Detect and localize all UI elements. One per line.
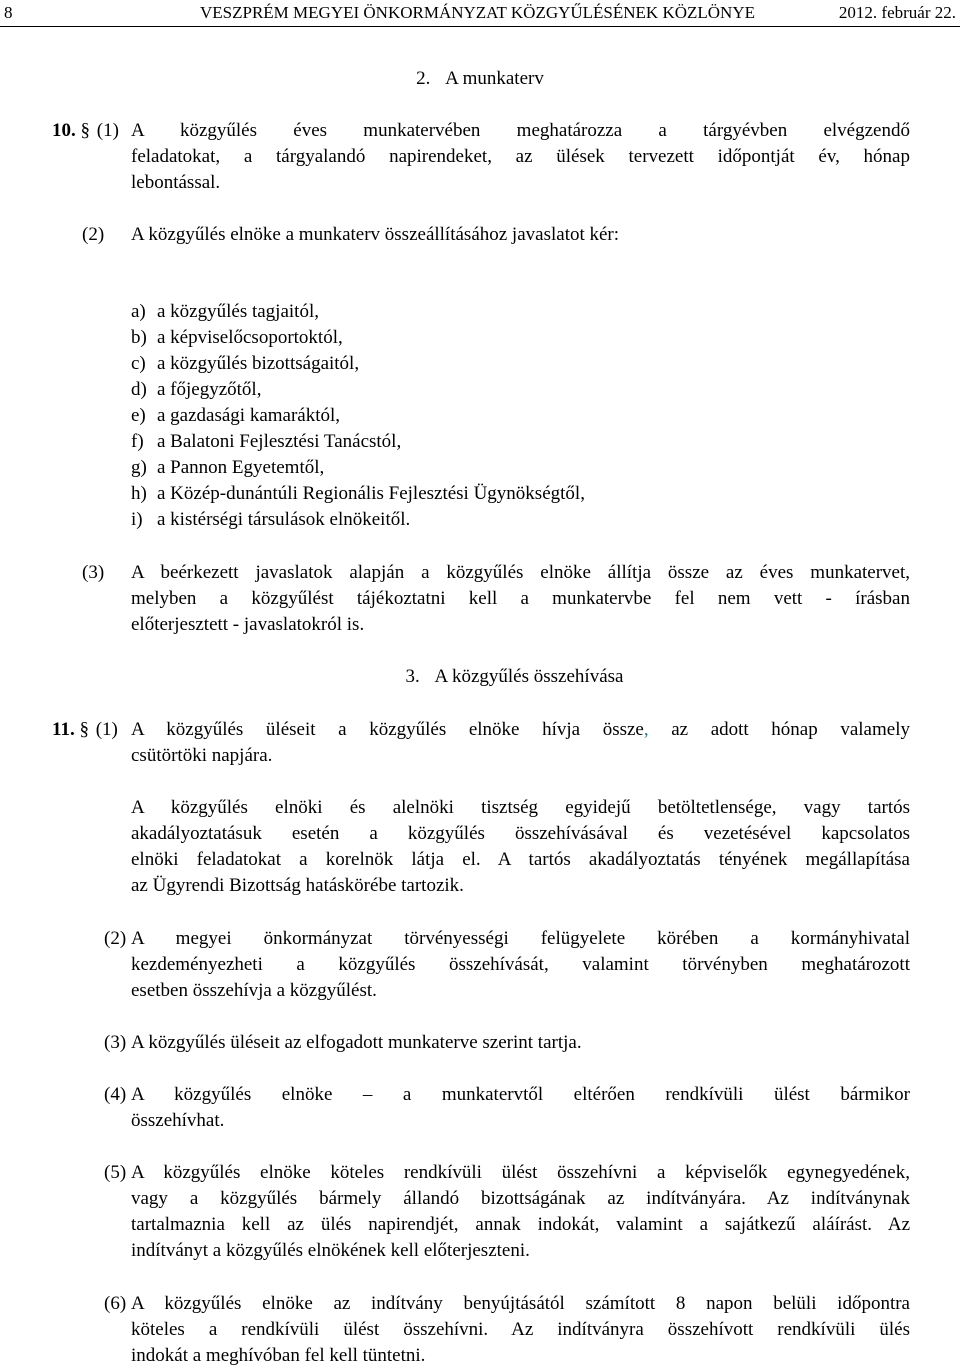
article-11-paragraph-4 [131,1082,910,1134]
paragraph-label: (4) [104,1084,127,1105]
text-line: köteles a rendkívüli ülést összehívni. Az indítványra összehívott rendkívüli ülés [131,1319,910,1340]
text-line: vagy a közgyűlés bármely állandó bizottságának az indítványára. Az indítványnak [131,1188,910,1209]
section-2-title: A munkaterv [445,68,544,89]
text-line: feladatokat, a tárgyalandó napirendeket, az ülések tervezett időpontját év, hónap [131,146,910,167]
text-line: előterjesztett - javaslatokról is. [131,614,365,635]
paragraph-label: (1) [96,120,119,141]
text-line: A közgyűlés elnöke a munkaterv összeállításához javaslatot kér: [131,224,620,245]
text-segment: az adott hónap valamely [648,719,910,740]
section-3-title: A közgyűlés összehívása [434,666,624,687]
journal-title: VESZPRÉM MEGYEI ÖNKORMÁNYZAT KÖZGYŰLÉSÉNEK KÖZLÖNYE [200,3,755,22]
section-3-number: 3. [405,666,420,687]
section-mark: § [79,719,89,740]
list-letter: i) [131,509,143,530]
article-10-number: 10. [52,120,76,141]
section-3-heading [0,664,960,690]
list-letter: e) [131,405,146,426]
text-line: tartalmaznia kell az ülés napirendjét, annak indokát, valamint a sajátkezű aláírást. Az [131,1214,910,1235]
list-item [131,507,585,533]
paragraph-label: (5) [104,1162,127,1183]
list-letter: c) [131,353,146,374]
proposal-source-list [131,299,585,533]
paragraph-label: (1) [95,719,118,740]
article-10-label [52,118,119,144]
article-11-paragraph-1 [131,717,910,769]
text-line: indokát a meghívóban fel kell tüntetni. [131,1345,426,1366]
article-10-paragraph-2 [131,222,910,248]
text-line: A megyei önkormányzat törvényességi felügyelete körében a kormányhivatal [131,928,910,949]
text-line [131,717,910,743]
list-item [131,429,585,455]
paragraph-label: (3) [104,1032,127,1053]
text-line: kezdeményezheti a közgyűlés összehívását, valamint törvényben meghatározott [131,954,910,975]
list-text: a közgyűlés bizottságaitól, [157,353,360,374]
list-item [131,481,585,507]
list-letter: f) [131,431,144,452]
section-2-heading [0,66,960,92]
paragraph-label: (2) [82,224,105,245]
list-item [131,351,585,377]
text-line: elnöki feladatokat a korelnök látja el. A tartós akadályoztatás tényének megállapítása [131,849,910,870]
list-item [131,377,585,403]
list-text: a Balatoni Fejlesztési Tanácstól, [157,431,402,452]
section-2-number: 2. [416,68,431,89]
article-10-paragraph-1 [131,118,910,196]
text-line: lebontással. [131,172,221,193]
article-11-number: 11. [52,719,75,740]
accent-comma: , [643,719,649,740]
article-11-label [52,717,118,743]
list-text: a gazdasági kamaráktól, [157,405,341,426]
text-line: A közgyűlés üléseit az elfogadott munkaterve szerint tartja. [131,1032,582,1053]
list-letter: d) [131,379,147,400]
text-line: akadályoztatásuk esetén a közgyűlés összehívásával és vezetésével kapcsolatos [131,823,910,844]
text-segment: A közgyűlés üléseit a közgyűlés elnöke hívja össze [131,719,644,740]
text-line: A beérkezett javaslatok alapján a közgyűlés elnöke állítja össze az éves munkatervet, [131,562,910,583]
list-text: a kistérségi társulások elnökeitől. [157,509,411,530]
article-11-paragraph-6 [131,1291,910,1369]
text-line: A közgyűlés elnöki és alelnöki tisztség egyidejű betöltetlensége, vagy tartós [131,797,910,818]
list-text: a közgyűlés tagjaitól, [157,301,319,322]
text-line: esetben összehívja a közgyűlést. [131,980,377,1001]
text-line: indítványt a közgyűlés elnökének kell előterjeszteni. [131,1240,530,1261]
text-line: összehívhat. [131,1110,225,1131]
text-line: A közgyűlés elnöke az indítvány benyújtásától számított 8 napon belüli időpontra [131,1293,910,1314]
page-header [0,0,960,27]
text-line: A közgyűlés elnöke – a munkatervtől eltérően rendkívüli ülést bármikor [131,1084,910,1105]
article-11-paragraph-1-continuation [131,795,910,899]
list-letter: a) [131,301,146,322]
list-text: a képviselőcsoportoktól, [157,327,343,348]
list-text: a főjegyzőtől, [157,379,262,400]
article-10-paragraph-3 [131,560,910,638]
paragraph-label: (2) [104,928,127,949]
list-text: a Pannon Egyetemtől, [157,457,325,478]
article-11-paragraph-3 [131,1030,910,1056]
list-letter: h) [131,483,147,504]
list-item [131,299,585,325]
text-line: csütörtöki napjára. [131,745,273,766]
section-mark: § [80,120,90,141]
paragraph-label: (6) [104,1293,127,1314]
article-11-paragraph-2 [131,926,910,1004]
text-line: az Ügyrendi Bizottság hatáskörébe tartozik. [131,875,464,896]
list-item [131,455,585,481]
list-text: a Közép-dunántúli Regionális Fejlesztési Ügynökségtől, [157,483,585,504]
page-number: 8 [4,3,13,22]
list-item [131,325,585,351]
list-letter: g) [131,457,147,478]
text-line: A közgyűlés éves munkatervében meghatározza a tárgyévben elvégzendő [131,120,910,141]
text-line: melyben a közgyűlést tájékoztatni kell a munkatervbe fel nem vett - írásban [131,588,910,609]
text-line: A közgyűlés elnöke köteles rendkívüli ülést összehívni a képviselők egynegyedének, [131,1162,910,1183]
paragraph-label: (3) [82,562,105,583]
issue-date: 2012. február 22. [838,3,956,22]
article-11-paragraph-5 [131,1160,910,1264]
list-item [131,403,585,429]
list-letter: b) [131,327,147,348]
